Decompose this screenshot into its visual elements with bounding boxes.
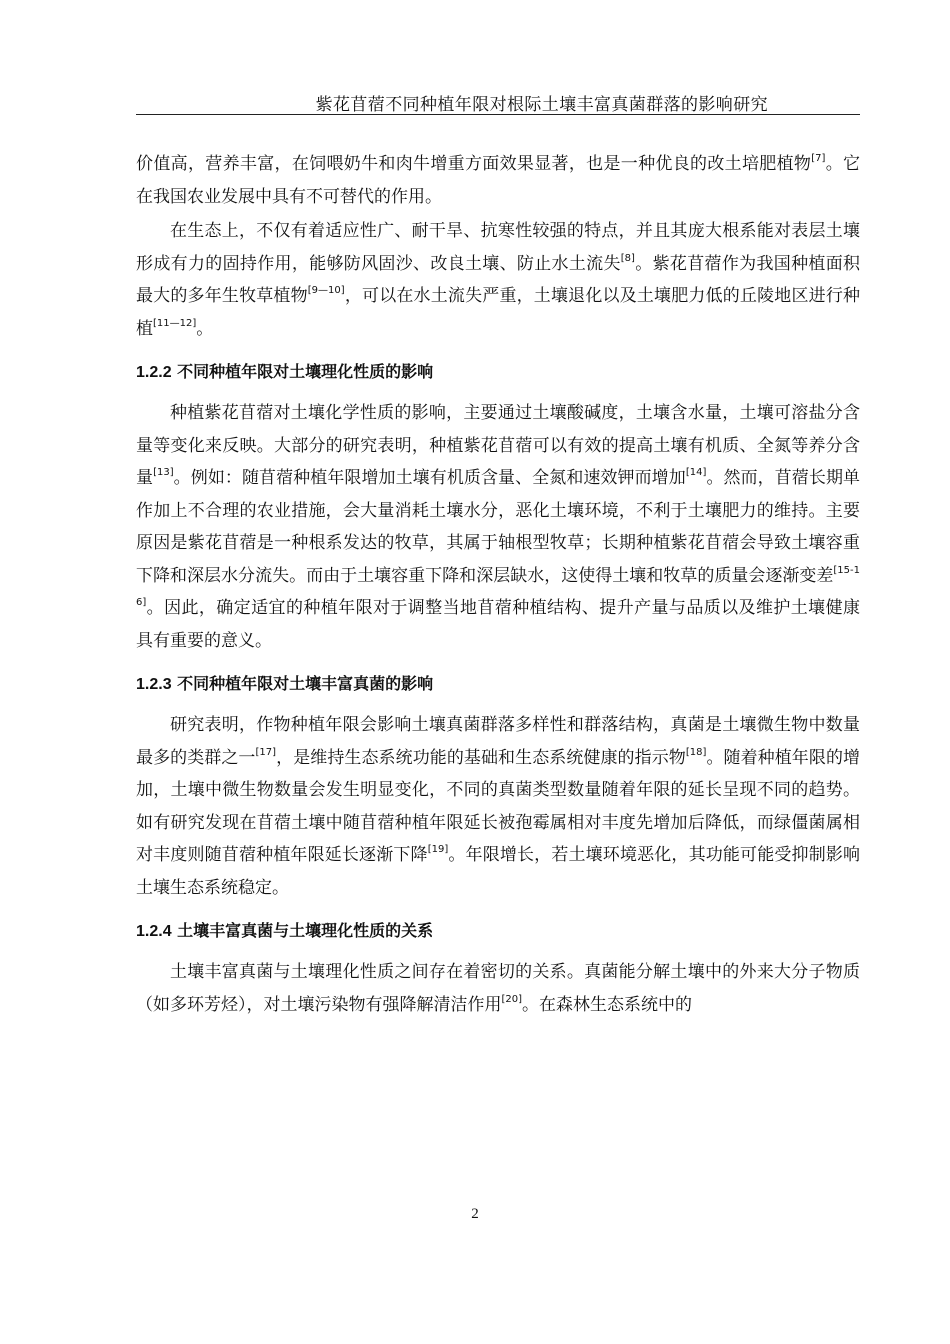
paragraph-text: 土壤丰富真菌与土壤理化性质之间存在着密切的关系。真菌能分解土壤中的外来大分子物质（如多环芳烃），对土壤污染物有强降解清洁作用 bbox=[136, 962, 860, 1015]
paragraph-text: 在生态上，不仅有着适应性广、耐干旱、抗寒性较强的特点，并且其庞大根系能对表层土壤形成有力的固持作用，能够防风固沙、改良土壤、防止水土流失 bbox=[136, 221, 860, 274]
citation-ref: [20] bbox=[501, 993, 523, 1005]
paragraph-text: 。年限增长，若土壤环境恶化，其功能可能受抑制影响土壤生态系统稳定。 bbox=[136, 845, 861, 898]
section-heading-1-2-4 bbox=[136, 918, 860, 944]
section-title: 不同种植年限对土壤丰富真菌的影响 bbox=[177, 674, 434, 693]
section-number: 1.2.4 bbox=[136, 923, 172, 940]
citation-ref: [14] bbox=[685, 467, 707, 478]
paragraph-ecology bbox=[136, 215, 860, 345]
section-number: 1.2.3 bbox=[136, 676, 172, 693]
paragraph-text: 。 bbox=[196, 318, 214, 339]
page-body bbox=[136, 148, 860, 1021]
page-number: 2 bbox=[471, 1206, 479, 1222]
paragraph-text: ，是维持生态系统功能的基础和生态系统健康的指示物 bbox=[276, 747, 686, 768]
paragraph-text: 种植紫花苜蓿对土壤化学性质的影响，主要通过土壤酸碱度，土壤含水量，土壤可溶盐分含量等变化来反映。大部分的研究表明，种植紫花苜蓿可以有效的提高土壤有机质、全氮等养分含量 bbox=[136, 403, 860, 488]
section-title: 不同种植年限对土壤理化性质的影响 bbox=[177, 362, 434, 381]
paragraph-text: 。它在我国农业发展中具有不可替代的作用。 bbox=[136, 154, 861, 207]
citation-ref: [8] bbox=[620, 252, 635, 264]
citation-ref: [11—12] bbox=[153, 317, 197, 329]
section-number: 1.2.2 bbox=[136, 364, 172, 381]
paragraph-fungi bbox=[136, 709, 860, 904]
paragraph-text: 。例如：随苜蓿种植年限增加土壤有机质含量、全氮和速效钾而增加 bbox=[173, 468, 686, 488]
citation-ref: [13] bbox=[153, 467, 174, 478]
paragraph-text: 价值高，营养丰富，在饲喂奶牛和肉牛增重方面效果显著，也是一种优良的改土培肥植物 bbox=[136, 154, 812, 174]
paragraph-text: 。紫花苜蓿作为我国种植面积最大的多年生牧草植物 bbox=[136, 253, 861, 306]
section-heading-1-2-2 bbox=[136, 359, 860, 385]
paragraph-soil-properties bbox=[136, 397, 860, 657]
paragraph-relationship bbox=[136, 956, 860, 1021]
paragraph-text: 。随着种植年限的增加，土壤中微生物数量会发生明显变化，不同的真菌类型数量随着年限的延长呈现不同的趋势。如有研究发现在苜蓿土壤中随苜蓿种植年限延长被孢霉属相对丰度先增加后降低，而绿僵菌属相对丰度则随苜蓿种植年限延长逐渐下降 bbox=[136, 747, 861, 865]
citation-ref: [19] bbox=[427, 844, 449, 855]
citation-ref: [18] bbox=[685, 746, 707, 758]
running-header bbox=[136, 88, 860, 115]
citation-ref: [9—10] bbox=[307, 285, 345, 296]
paragraph-continuation bbox=[136, 148, 860, 213]
section-heading-1-2-3 bbox=[136, 671, 860, 697]
paragraph-text: 研究表明，作物种植年限会影响土壤真菌群落多样性和群落结构，真菌是土壤微生物中数量最多的类群之一 bbox=[136, 715, 860, 768]
citation-ref: [17] bbox=[255, 746, 277, 758]
paragraph-text: ，可以在水土流失严重，土壤退化以及土壤肥力低的丘陵地区进行种植 bbox=[136, 286, 861, 339]
citation-ref: [7] bbox=[811, 153, 826, 164]
paragraph-text: 。然而，苜蓿长期单作加上不合理的农业措施，会大量消耗土壤水分，恶化土壤环境，不利于土壤肥力的维持。主要原因是紫花苜蓿是一种根系发达的牧草，其属于轴根型牧草；长期种植紫花苜蓿会导致土壤容重下降和深层水分流失。而由于土壤容重下降和深层缺水，这使得土壤和牧草的质量会逐渐变差 bbox=[136, 468, 861, 586]
paragraph-text: 。因此，确定适宜的种植年限对于调整当地苜蓿种植结构、提升产量与品质以及维护土壤健康具有重要的意义。 bbox=[136, 598, 860, 651]
running-header-title: 紫花苜蓿不同种植年限对根际土壤丰富真菌群落的影响研究 bbox=[315, 95, 768, 115]
section-title: 土壤丰富真菌与土壤理化性质的关系 bbox=[177, 921, 434, 940]
citation-ref: [15-16] bbox=[136, 564, 860, 608]
paragraph-text: 。在森林生态系统中的 bbox=[522, 994, 693, 1015]
